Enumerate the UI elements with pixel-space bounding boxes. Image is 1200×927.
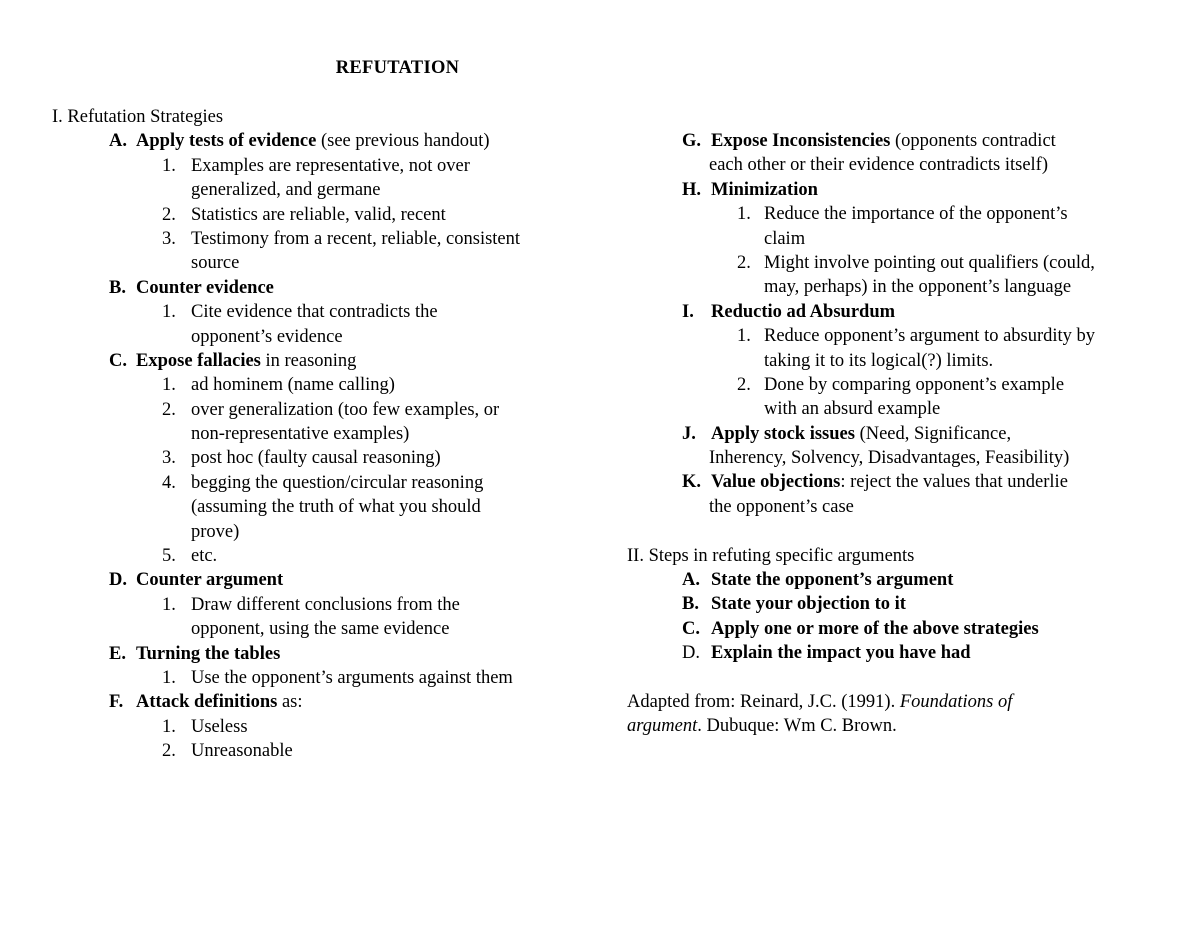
strategy-label: A.: [109, 131, 127, 152]
strategy-c-heading: [52, 349, 592, 373]
strategy-i-item: [627, 324, 1172, 348]
item-text: may, perhaps) in the opponent’s language: [764, 277, 1072, 298]
item-text: source: [191, 253, 240, 274]
item-text: begging the question/circular reasoning: [191, 472, 484, 493]
strategy-note: (see previous handout): [316, 131, 490, 152]
strategy-text: [109, 278, 274, 298]
strategy-note: the opponent’s case: [709, 496, 854, 517]
item-number: 2.: [737, 374, 751, 395]
strategy-text: [684, 424, 1011, 444]
strategy-label: E.: [109, 643, 126, 664]
step-text: State the opponent’s argument: [711, 570, 954, 591]
strategy-text: [109, 131, 490, 151]
strategy-text: [684, 131, 1056, 151]
strategy-label: G.: [682, 131, 702, 151]
section-1-heading: [52, 105, 592, 129]
strategy-label: F.: [109, 692, 124, 713]
strategy-e-heading: [52, 642, 592, 666]
strategy-text: [109, 351, 356, 371]
strategy-title: Expose fallacies: [136, 350, 261, 371]
strategy-b-item-continuation: [52, 325, 592, 349]
strategy-text: [684, 302, 895, 322]
strategy-a-heading: [52, 129, 592, 153]
strategy-j-continuation: [627, 446, 1172, 470]
strategy-d-heading: [52, 568, 592, 592]
strategy-label: D.: [109, 570, 127, 591]
strategy-title: Attack definitions: [136, 692, 278, 713]
strategy-text: [684, 472, 1068, 492]
strategy-c-item-continuation: [52, 422, 592, 446]
strategy-k-heading: [627, 470, 1172, 494]
strategy-title: Apply tests of evidence: [136, 131, 317, 152]
item-number: 3.: [162, 228, 176, 249]
strategy-f-heading: [52, 690, 592, 714]
item-text: prove): [191, 521, 240, 542]
strategy-a-item-continuation: [52, 251, 592, 275]
item-text: generalized, and germane: [191, 180, 381, 201]
item-text: Reduce opponent’s argument to absurdity by: [764, 326, 1096, 347]
strategy-c-item: [52, 398, 592, 422]
item-number: 1.: [162, 667, 176, 688]
item-number: 3.: [162, 448, 176, 469]
item-number: 5.: [162, 546, 176, 567]
step-text: State your objection to it: [711, 594, 906, 615]
citation-line-1: [627, 690, 1172, 714]
item-text: Might involve pointing out qualifiers (could,: [764, 252, 1095, 273]
item-text: opponent’s evidence: [191, 326, 343, 347]
strategy-title: Expose Inconsistencies: [711, 131, 891, 151]
strategy-title: Apply stock issues: [711, 423, 855, 444]
strategy-c-item-continuation: [52, 520, 592, 544]
item-text: Unreasonable: [191, 741, 293, 762]
strategy-d-item: [52, 593, 592, 617]
strategy-c-item: [52, 544, 592, 568]
item-text: with an absurd example: [764, 399, 941, 420]
strategy-text: [684, 180, 818, 200]
item-number: 1.: [737, 204, 751, 225]
strategy-a-item-continuation: [52, 178, 592, 202]
item-number: 1.: [162, 375, 176, 396]
strategy-title: Value objections: [711, 472, 841, 493]
item-text: Draw different conclusions from the: [191, 594, 460, 615]
strategy-note: : reject the values that underlie: [840, 472, 1068, 493]
strategy-a-item: [52, 154, 592, 178]
strategy-k-continuation: [627, 495, 1172, 519]
strategy-title: Turning the tables: [136, 643, 281, 664]
strategy-a-item: [52, 227, 592, 251]
strategy-note: each other or their evidence contradicts itself): [709, 155, 1049, 176]
strategy-title: Counter argument: [136, 570, 284, 591]
strategy-label: H.: [682, 179, 702, 200]
item-text: taking it to its logical(?) limits.: [764, 350, 994, 371]
citation-line-2: [627, 714, 1172, 738]
step-text: Explain the impact you have had: [711, 643, 971, 664]
item-text: Reduce the importance of the opponent’s: [764, 204, 1068, 225]
item-text: over generalization (too few examples, or: [191, 399, 500, 420]
citation-book-title: Foundations of: [899, 691, 1013, 712]
step-label: C.: [682, 618, 700, 639]
strategy-label: J.: [682, 423, 696, 444]
strategy-title: Minimization: [711, 179, 818, 200]
strategy-text: [109, 692, 303, 712]
right-column: [627, 129, 1172, 739]
item-text: Use the opponent’s arguments against them: [191, 667, 513, 688]
strategy-label: I.: [682, 301, 694, 322]
citation-text: Adapted from: Reinard, J.C. (1991).: [627, 691, 900, 712]
strategy-note: as:: [277, 692, 303, 713]
item-number: 1.: [162, 716, 176, 737]
item-number: 1.: [162, 594, 176, 615]
step-c: [627, 617, 1172, 641]
strategy-c-item: [52, 373, 592, 397]
step-a: [627, 568, 1172, 592]
step-b: [627, 592, 1172, 616]
strategy-h-item: [627, 251, 1172, 275]
strategy-j-heading: [627, 422, 1172, 446]
page-title: REFUTATION: [335, 58, 460, 78]
item-text: Cite evidence that contradicts the: [191, 302, 438, 323]
item-text: opponent, using the same evidence: [191, 619, 450, 640]
strategy-h-item: [627, 202, 1172, 226]
item-number: 2.: [162, 741, 176, 762]
strategy-i-item: [627, 373, 1172, 397]
strategy-note: in reasoning: [260, 350, 357, 371]
strategy-g-continuation: [627, 153, 1172, 177]
strategy-title: Counter evidence: [136, 277, 274, 298]
step-label: A.: [682, 570, 700, 591]
strategy-h-item-continuation: [627, 227, 1172, 251]
item-text: (assuming the truth of what you should: [191, 497, 481, 518]
item-text: etc.: [191, 546, 218, 567]
item-number: 1.: [162, 302, 176, 323]
strategy-label: C.: [109, 350, 127, 371]
citation-book-title: argument: [627, 716, 698, 737]
strategy-note: Inherency, Solvency, Disadvantages, Feasibility): [709, 448, 1070, 469]
item-number: 2.: [162, 399, 176, 420]
strategy-note: (opponents contradict: [890, 131, 1056, 151]
strategy-i-item-continuation: [627, 397, 1172, 421]
strategy-h-heading: [627, 178, 1172, 202]
strategy-text: [109, 644, 280, 664]
strategy-title: Reductio ad Absurdum: [711, 301, 896, 322]
item-text: Done by comparing opponent’s example: [764, 374, 1065, 395]
citation-text: . Dubuque: Wm C. Brown.: [697, 716, 897, 737]
item-text: claim: [764, 228, 806, 249]
strategy-c-item: [52, 471, 592, 495]
item-text: Statistics are reliable, valid, recent: [191, 204, 446, 225]
section-heading: I. Refutation Strategies: [52, 107, 224, 127]
item-text: Examples are representative, not over: [191, 155, 470, 176]
strategy-b-item: [52, 300, 592, 324]
left-column: [52, 105, 592, 764]
strategy-i-heading: [627, 300, 1172, 324]
strategy-label: K.: [682, 472, 702, 493]
step-label: B.: [682, 594, 699, 615]
step-text: Apply one or more of the above strategies: [711, 618, 1039, 639]
strategy-label: B.: [109, 277, 126, 298]
item-number: 4.: [162, 472, 176, 493]
strategy-d-item-continuation: [52, 617, 592, 641]
item-text: post hoc (faulty causal reasoning): [191, 448, 441, 469]
strategy-c-item-continuation: [52, 495, 592, 519]
strategy-g-heading: [627, 129, 1172, 153]
strategy-a-item: [52, 203, 592, 227]
strategy-c-item: [52, 446, 592, 470]
step-d: [627, 641, 1172, 665]
section-2-heading: [627, 544, 1172, 568]
item-text: non-representative examples): [191, 424, 410, 445]
item-text: ad hominem (name calling): [191, 375, 395, 396]
section-heading: II. Steps in refuting specific arguments: [627, 545, 915, 566]
item-number: 2.: [737, 252, 751, 273]
strategy-i-item-continuation: [627, 349, 1172, 373]
strategy-note: (Need, Significance,: [854, 423, 1012, 444]
strategy-b-heading: [52, 276, 592, 300]
strategy-e-item: [52, 666, 592, 690]
strategy-h-item-continuation: [627, 275, 1172, 299]
strategy-f-item: [52, 739, 592, 763]
item-text: Useless: [191, 716, 248, 737]
item-number: 1.: [737, 326, 751, 347]
strategy-text: [109, 570, 283, 590]
item-number: 1.: [162, 155, 176, 176]
item-text: Testimony from a recent, reliable, consistent: [191, 228, 521, 249]
step-label: D.: [682, 643, 700, 664]
strategy-f-item: [52, 715, 592, 739]
item-number: 2.: [162, 204, 176, 225]
